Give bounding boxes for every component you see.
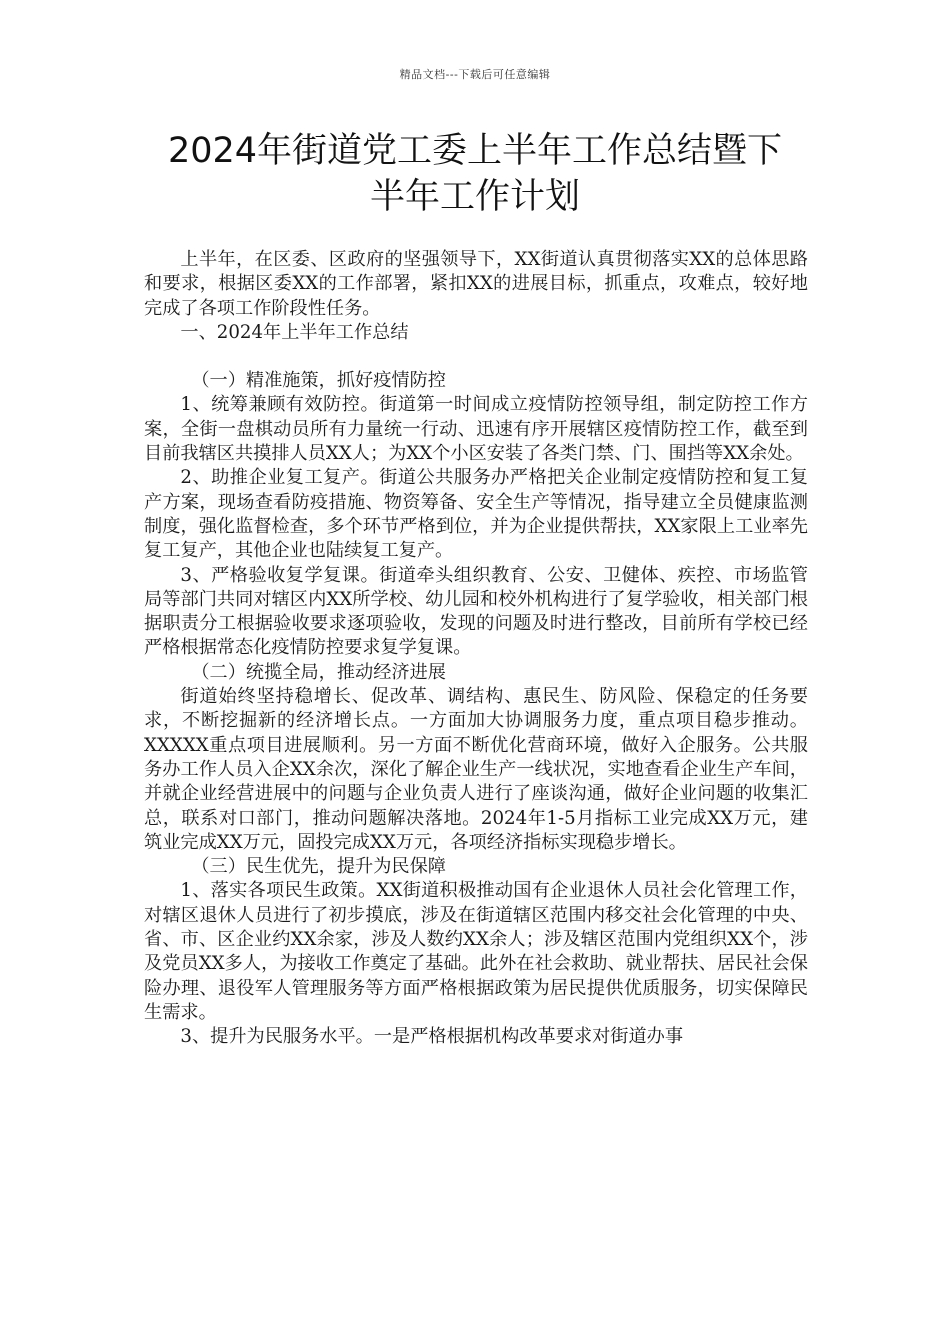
title-line-2: 半年工作计划 [369,177,580,217]
paragraph-3: 3、严格验收复学复课。街道牵头组织教育、公安、卫健体、疾控、市场监管局等部门共同对辖区内XX所学校、幼儿园和校外机构进行了复学验收，相关部门根据职责分工根据验收要求逐项验收，发现的问题及时进行整改，目前所有学校已经严格根据常态化疫情防控要求复学复课。 [144,564,808,659]
intro-paragraph: 上半年，在区委、区政府的坚强领导下，XX街道认真贯彻落实XX的总体思路和要求，根据区委XX的工作部署，紧扣XX的进展目标，抓重点，攻难点，较好地完成了各项工作阶段性任务。 [144,249,808,319]
document-title [130,128,820,220]
title-line-1: 2024年街道党工委上半年工作总结暨下 [167,131,783,171]
paragraph-1: 1、统筹兼顾有效防控。街道第一时间成立疫情防控领导组，制定防控工作方案，全街一盘棋动员所有力量统一行动、迅速有序开展辖区疫情防控工作，截至到目前我辖区共摸排人员XX人；为XX个小区安装了各类门禁、门、围挡等XX余处。 [144,394,808,465]
subsection-heading-1: （一）精准施策，抓好疫情防控 [191,370,446,392]
paragraph-2: 2、助推企业复工复产。街道公共服务办严格把关企业制定疫情防控和复工复产方案，现场查看防疫措施、物资筹备、安全生产等情况，指导建立全员健康监测制度，强化监督检查，多个环节严格到位，并为企业提供帮扶，XX家限上工业率先复工复产，其他企业也陆续复工复产。 [144,467,808,562]
subsection-heading-2: （二）统揽全局，推动经济进展 [191,661,446,683]
header-note: 精品文档---下载后可任意编辑 [399,68,551,81]
paragraph-6: 3、提升为民服务水平。一是严格根据机构改革要求对街道办事 [180,1026,684,1048]
document-body [144,248,808,1050]
paragraph-4: 街道始终坚持稳增长、促改革、调结构、惠民生、防风险、保稳定的任务要求，不断挖掘新的经济增长点。一方面加大协调服务力度，重点项目稳步推动。XXXXX重点项目进展顺利。另一方面不断优化营商环境，做好入企服务。公共服务办工作人员入企XX余次，深化了解企业生产一线状况，实地查看企业生产车间，并就企业经营进展中的问题与企业负责人进行了座谈沟通，做好企业问题的收集汇总，联系对口部门，推动问题解决落地。2024年1-5月指标工业完成XX万元，建筑业完成XX万元，固投完成XX万元，各项经济指标实现稳步增长。 [144,686,808,853]
subsection-heading-3: （三）民生优先，提升为民保障 [191,856,446,878]
paragraph-5: 1、落实各项民生政策。XX街道积极推动国有企业退休人员社会化管理工作，对辖区退休人员进行了初步摸底，涉及在街道辖区范围内移交社会化管理的中央、省、市、区企业约XX余家，涉及人数约XX余人；涉及辖区范围内党组织XX个，涉及党员XX多人，为接收工作奠定了基础。此外在社会救助、就业帮扶、居民社会保险办理、退役军人管理服务等方面严格根据政策为居民提供优质服务，切实保障民生需求。 [144,880,808,1023]
section-heading-1: 一、2024年上半年工作总结 [180,321,409,343]
